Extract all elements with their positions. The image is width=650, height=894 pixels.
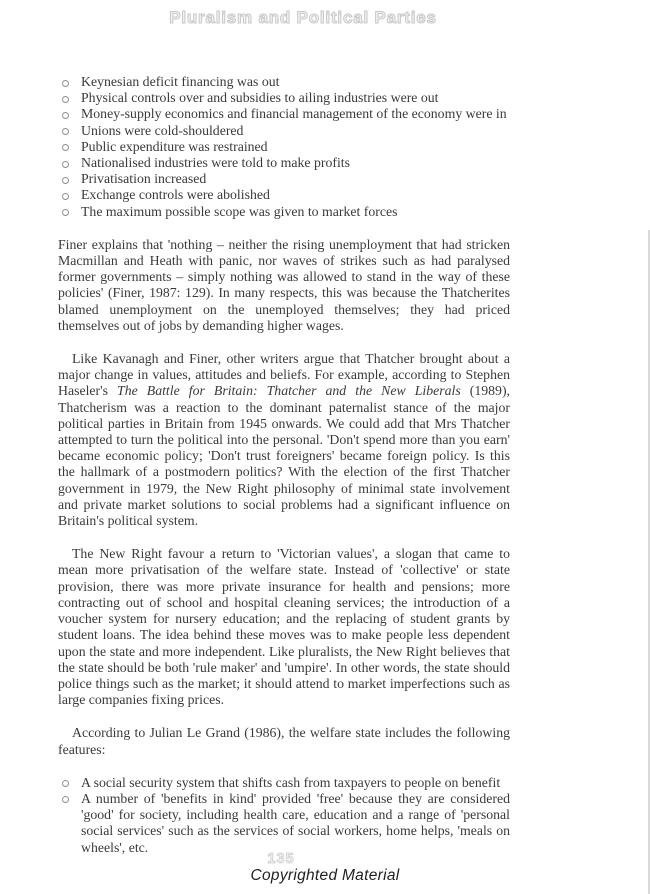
list-item-text: Privatisation increased <box>81 171 207 187</box>
bullet-icon <box>62 780 69 787</box>
list-item <box>58 139 510 155</box>
book-title-italic: The Battle for Britain: Thatcher and the New Liberals <box>117 383 461 399</box>
bullet-icon <box>62 96 69 103</box>
list-item-text: The maximum possible scope was given to market forces <box>81 203 398 219</box>
bullet-icon <box>62 144 69 151</box>
bullet-icon <box>62 796 69 803</box>
bullet-icon <box>62 209 69 216</box>
chapter-title: Pluralism and Political Parties <box>169 8 437 27</box>
list-item-text: Nationalised industries were told to make profits <box>81 155 350 171</box>
page-content <box>58 74 510 856</box>
list-item-text: Physical controls over and subsidies to ailing industries were out <box>81 90 439 106</box>
bullet-icon <box>62 193 69 200</box>
list-item-text: Money-supply economics and financial management of the economy were in <box>81 106 507 122</box>
list-item-text: Exchange controls were abolished <box>81 187 270 203</box>
bullet-icon <box>62 177 69 184</box>
list-item-text: A number of 'benefits in kind' provided 'free' because they are considered 'good' for society, including health care, education and a range of 'personal social services' such as the services of social workers, home helps, 'meals on wheels', etc. <box>81 790 510 855</box>
paragraph-text: (1989), Thatcherism was a reaction to the dominant paternalist stance of the major political parties in Britain from 1945 onwards. We could add that Mrs Thatcher attempted to turn the political into the personal. 'Don't spend more than you earn' became economic policy; 'Don't trust foreigners' became foreign policy. Is this the hallmark of a postmodern politics? With the election of the first Thatcher government in 1979, the New Right philosophy of minimal state involvement and private market solutions to social problems had a significant influence on Britain's political system. <box>58 383 510 529</box>
bullet-icon <box>62 80 69 87</box>
bullet-icon <box>62 128 69 135</box>
list-item <box>58 123 510 139</box>
list-item <box>58 791 510 856</box>
bullet-icon <box>62 112 69 119</box>
list-item <box>58 155 510 171</box>
list-item-text: Keynesian deficit financing was out <box>81 74 280 89</box>
list-item <box>58 74 510 90</box>
list-item <box>58 775 510 791</box>
list-item-text: A social security system that shifts cash from taxpayers to people on benefit <box>81 774 501 790</box>
policy-bullet-list <box>58 74 510 220</box>
welfare-bullet-list <box>58 775 510 856</box>
list-item-text: Public expenditure was restrained <box>81 138 268 154</box>
list-item <box>58 90 510 106</box>
paragraph-text: Like Kavanagh and Finer, other writers argue that Thatcher brought about a major change in values, attitudes and beliefs. For example, according to Stephen Haseler's <box>58 351 510 399</box>
list-item <box>58 204 510 220</box>
paragraph-new-right: The New Right favour a return to 'Victorian values', a slogan that came to mean more privatisation of the welfare state. Instead of 'collective' or state provision, there was more private insurance for health and pensions; more contracting out of school and hospital cleaning services; the introduction of a voucher system for nursery education; and the replacing of student grants by student loans. The idea behind these moves was to make people less dependent upon the state and more independent. Like pluralists, the New Right believes that the state should be both 'rule maker' and 'umpire'. In other words, the state should police things such as the market; it should attend to market imperfections such as large companies fixing prices. <box>58 546 510 708</box>
list-item <box>58 106 510 122</box>
paragraph-kavanagh <box>58 351 510 529</box>
paragraph-le-grand: According to Julian Le Grand (1986), the welfare state includes the following features: <box>58 725 510 757</box>
paragraph-finer: Finer explains that 'nothing – neither the rising unemployment that had stricken Macmillan and Heath with panic, nor waves of strikes such as had paralysed former governments – simply nothing was allowed to stand in the way of these policies' (Finer, 1987: 129). In many respects, this was because the Thatcherites blamed unemployment on the unemployed themselves; they had priced themselves out of jobs by demanding higher wages. <box>58 236 510 333</box>
list-item-text: Unions were cold-shouldered <box>81 122 244 138</box>
bullet-icon <box>62 161 69 168</box>
copyright-watermark: Copyrighted Material <box>250 867 400 884</box>
list-item <box>58 171 510 187</box>
list-item <box>58 187 510 203</box>
page-number: 135 <box>267 851 295 867</box>
